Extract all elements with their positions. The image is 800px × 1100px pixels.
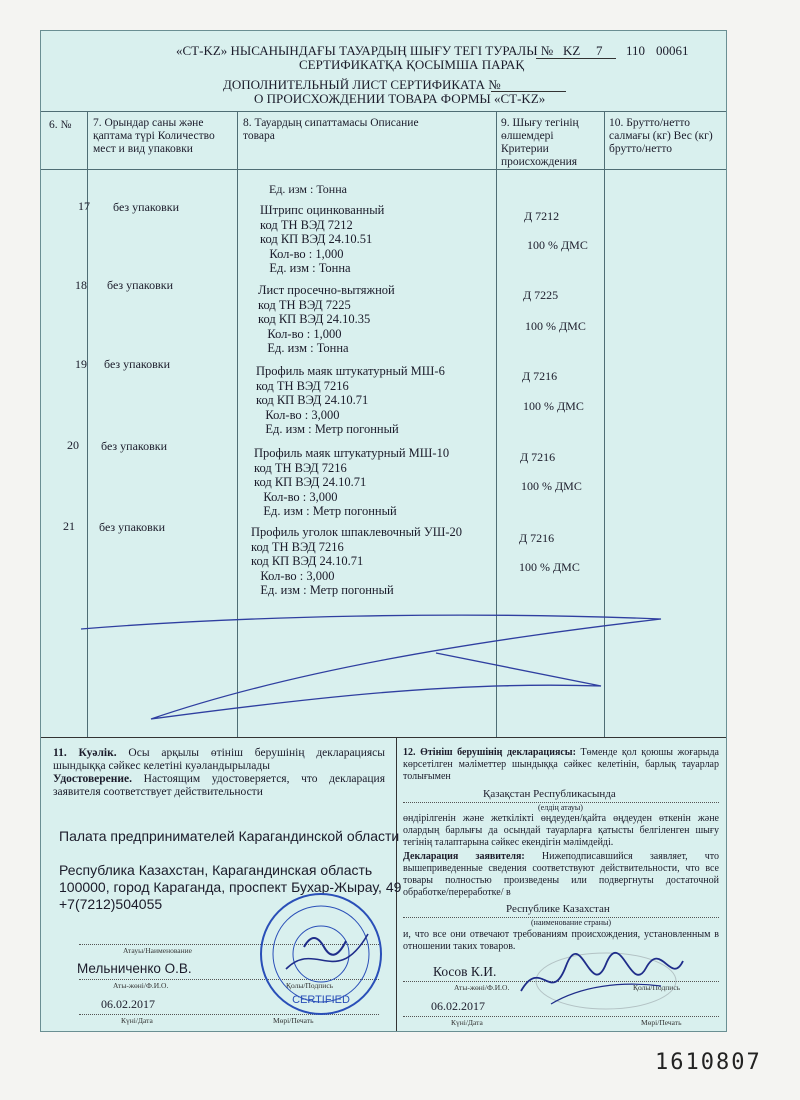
signer-12: Косов К.И. [433, 964, 497, 979]
row-pack: без упаковки [99, 520, 166, 534]
row-number: 21 [63, 519, 75, 533]
sign-label-11: Қолы/Подпись [286, 981, 334, 990]
kz-subtitle: СЕРТИФИКАТҚА ҚОСЫМША ПАРАҚ [299, 57, 525, 72]
name-label: Атауы/Наименование [123, 946, 192, 955]
col-9-header: 9. Шығу тегінің өлшемдері Критерии происхождения [501, 117, 579, 168]
top-unit: Ед. изм : Тонна [269, 182, 347, 196]
seal-label-11: Мөрі/Печать [273, 1016, 314, 1025]
row-pct: 100 % ДМС [525, 319, 586, 333]
country-kz: Қазақстан Республикасында [483, 788, 616, 800]
date-label-11: Күні/Дата [121, 1016, 153, 1025]
chamber-stamp [256, 889, 386, 1019]
row-pack: без упаковки [113, 200, 180, 214]
row-desc: Штрипс оцинкованный код ТН ВЭД 7212 код КП ВЭД 24.10.51 Кол-во : 1,000 Ед. изм : Тонна [260, 203, 385, 275]
seal-label-12: Мөрі/Печать [641, 1018, 682, 1027]
date-11: 06.02.2017 [101, 997, 155, 1011]
serial-number: 1610807 [655, 1050, 762, 1075]
row-pack: без упаковки [107, 278, 174, 292]
chamber-name: Палата предпринимателей Карагандинской области [59, 828, 400, 844]
ru-subtitle: О ПРОИСХОЖДЕНИИ ТОВАРА ФОРМЫ «СТ-KZ» [254, 91, 546, 106]
section-12-text-1: 12. Өтініш берушінің декларациясы: Төменде қол қоюшы жоғарыда көрсетілген мәліметтер шындыққа сәйкес келетінін, барлық тауарлар толығымен [403, 747, 720, 782]
fio-label-12: Аты-жөні/Ф.И.О. [454, 983, 510, 992]
row-desc: Профиль маяк штукатурный МШ-6 код ТН ВЭД 7216 код КП ВЭД 24.10.71 Кол-во : 3,000 Ед. изм : Метр погонный [256, 364, 445, 436]
date-12: 06.02.2017 [431, 999, 485, 1013]
row-number: 17 [78, 199, 90, 213]
certificate-sheet [40, 30, 727, 1032]
country-ru: Республике Казахстан [506, 903, 610, 915]
row-desc: Профиль уголок шпаклевочный УШ-20 код ТН ВЭД 7216 код КП ВЭД 24.10.71 Кол-во : 3,000 Ед. изм : Метр погонный [251, 525, 462, 597]
section-12-text-3: Декларация заявителя: Нижеподписавшийся заявляет, что вышеприведенные сведения соответствуют действительности, что все товары полностью произведены или подвергнуты достаточной обработке/переработке/ в [403, 851, 719, 898]
signer-11: Мельниченко О.В. [77, 961, 192, 976]
row-pct: 100 % ДМС [523, 399, 584, 413]
row-desc: Профиль маяк штукатурный МШ-10 код ТН ВЭД 7216 код КП ВЭД 24.10.71 Кол-во : 3,000 Ед. изм : Метр погонный [254, 446, 450, 518]
cert-code: KZ [563, 43, 581, 58]
chamber-address: Республика Казахстан, Карагандинская область 100000, город Караганда, проспект Бухар-Жырау, 49 +7(7212)504055 [59, 862, 402, 912]
kz-title: «СТ-KZ» НЫСАНЫНДАҒЫ ТАУАРДЫҢ ШЫҒУ ТЕГІ ТУРАЛЫ № [176, 43, 554, 58]
row-crit: Д 7212 [524, 209, 560, 223]
section-12-text-4: и, что все они отвечают требованиям происхождения, установленным в отношении таких товаров. [403, 929, 719, 952]
col-10-header: 10. Брутто/нетто салмағы (кг) Вес (кг) брутто/нетто [609, 117, 713, 155]
cert-n3: 00061 [656, 43, 689, 58]
cert-n1: 7 [596, 43, 603, 58]
row-crit: Д 7225 [523, 288, 559, 302]
row-pack: без упаковки [101, 439, 168, 453]
row-number: 19 [75, 357, 87, 371]
stamp-center-text: CERTIFIED [292, 994, 350, 1006]
row-number: 20 [67, 438, 79, 452]
row-pct: 100 % ДМС [521, 479, 582, 493]
col-6-header: 6. № [49, 119, 72, 131]
section-12-text-2: өндірілгенін және жеткілікті өңдеуден/қайта өңдеуден өткенін және олардың барлығы да осындай тауарларға қатысты белгіленген шығу тегінің талаптарына сәйкес екендігін мәлімдейді. [403, 813, 719, 848]
row-crit: Д 7216 [519, 531, 555, 545]
row-pct: 100 % ДМС [519, 560, 580, 574]
row-crit: Д 7216 [520, 450, 556, 464]
row-pct: 100 % ДМС [527, 238, 588, 252]
row-pack: без упаковки [104, 357, 171, 371]
row-number: 18 [75, 278, 87, 292]
row-desc: Лист просечно-вытяжной код ТН ВЭД 7225 код КП ВЭД 24.10.35 Кол-во : 1,000 Ед. изм : Тонна [258, 283, 395, 355]
ru-title: ДОПОЛНИТЕЛЬНЫЙ ЛИСТ СЕРТИФИКАТА № [223, 77, 501, 92]
country-label-kz: (елдің атауы) [538, 803, 583, 812]
col-8-header: 8. Тауардың сипаттамасы Описание товара [243, 117, 419, 142]
applicant-signature [511, 946, 691, 1016]
section-11-text: 11. Куәлік. Осы арқылы өтініш берушінің декларациясы шындыққа сәйкес келетіні куәландырылады Удостоверение. Настоящим удостоверяется, что декларация заявителя соответствует действительности [53, 747, 385, 798]
col-7-header: 7. Орындар саны және қаптама түрі Количество мест и вид упаковки [93, 117, 215, 155]
country-label-ru: (наименование страны) [531, 918, 612, 927]
cert-n2: 110 [626, 43, 646, 58]
sign-label-12: Қолы/Подпись [633, 983, 681, 992]
fio-label-11: Аты-жөні/Ф.И.О. [113, 981, 169, 990]
date-label-12: Күні/Дата [451, 1018, 483, 1027]
row-crit: Д 7216 [522, 369, 558, 383]
